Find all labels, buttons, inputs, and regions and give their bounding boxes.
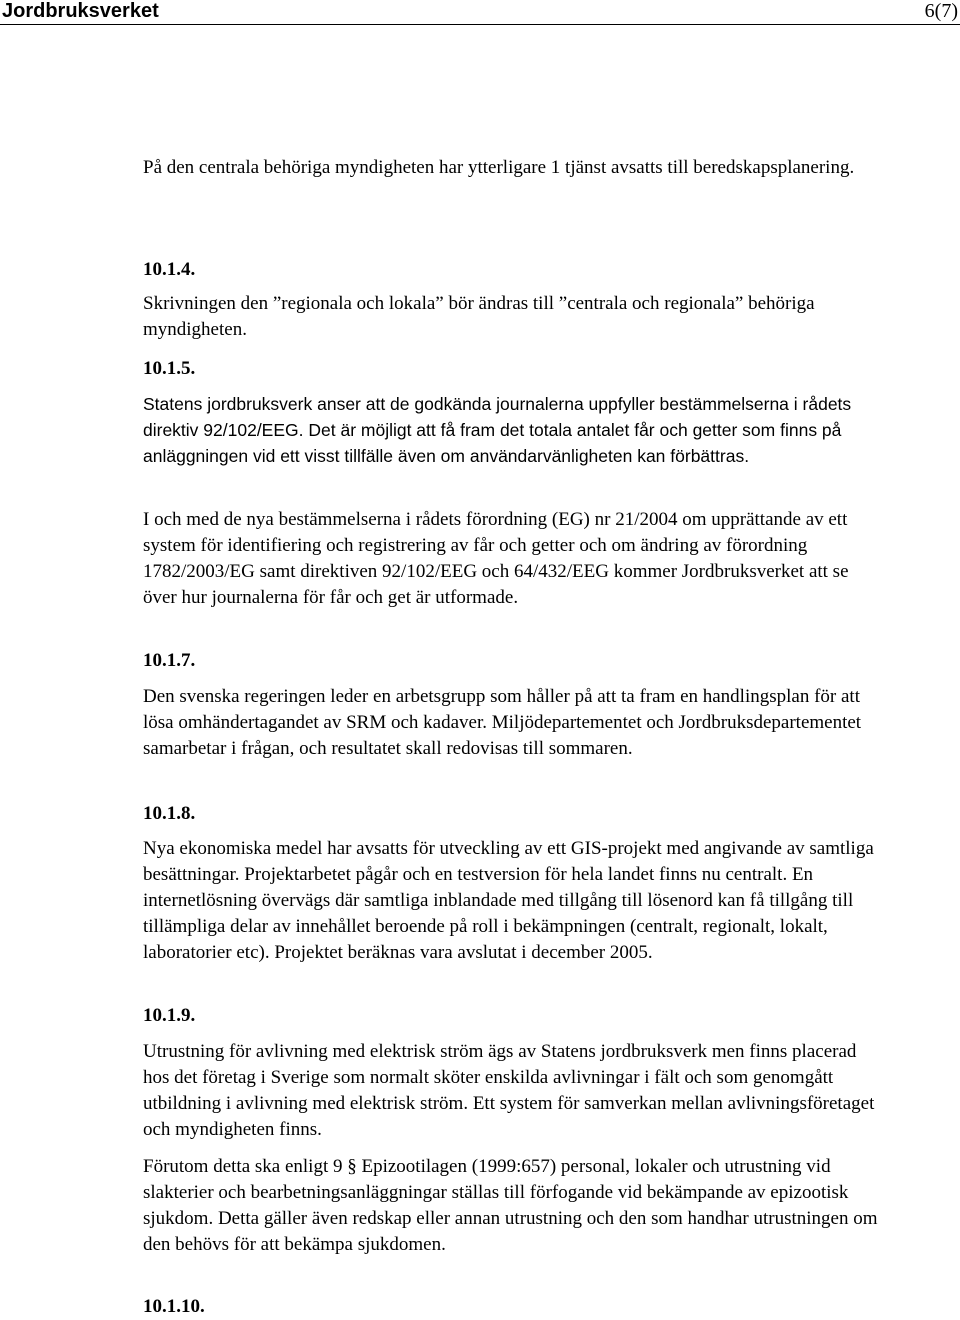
paragraph-avlivning: Utrustning för avlivning med elektrisk ström ägs av Statens jordbruksverk men finns placerad hos det företag i Sverige som normalt sköter enskilda avlivningar i fält och som genomgått utbildning i avlivning med elektrisk ström. Ett system för samverkan mellan avlivningsföretaget och myndigheten finns. <box>143 1041 875 1140</box>
section-heading-10-1-7: 10.1.7. <box>143 650 196 671</box>
document-header-title: Jordbruksverket <box>2 0 159 22</box>
paragraph-beredskap: På den centrala behöriga myndigheten har ytterligare 1 tjänst avsatts till beredskapsplanering. <box>143 157 855 178</box>
section-heading-10-1-9: 10.1.9. <box>143 1005 196 1026</box>
paragraph-gis-projekt: Nya ekonomiska medel har avsatts för utveckling av ett GIS-projekt med angivande av samtliga besättningar. Projektarbetet pågår och en testversion för hela landet finns nu centralt. En internetlösning övervägs där samtliga inblandade med tillgång till lösenord kan få tillgång till tillämpliga delar av innehållet beroende på roll i bekämpningen (centralt, regionalt, lokalt, laboratorier etc). Projektet beräknas vara avslutat i december 2005. <box>143 838 874 963</box>
page-header <box>0 0 960 24</box>
paragraph-bestammelser: I och med de nya bestämmelserna i rådets förordning (EG) nr 21/2004 om upprättande av ett system för identifiering och registrering av får och getter och om ändring av förordning 1782/2003/EG samt direktiven 92/102/EEG och 64/432/EEG kommer Jordbruksverket att se över hur journalerna för får och get är utformade. <box>143 509 849 608</box>
paragraph-skrivningen: Skrivningen den ”regionala och lokala” bör ändras till ”centrala och regionala” behöriga myndigheten. <box>143 293 815 340</box>
section-heading-10-1-4: 10.1.4. <box>143 259 196 280</box>
section-heading-10-1-5: 10.1.5. <box>143 358 196 379</box>
paragraph-epizootilagen: Förutom detta ska enligt 9 § Epizootilagen (1999:657) personal, lokaler och utrustning vid slakterier och bearbetningsanläggningar ställas till förfogande vid bekämpande av epizootisk sjukdom. Detta gäller även redskap eller annan utrustning och den som handhar utrustningen om den behövs för att bekämpa sjukdomen. <box>143 1156 878 1255</box>
header-divider <box>0 24 960 25</box>
paragraph-journaler: Statens jordbruksverk anser att de godkända journalerna uppfyller bestämmelserna i rådets direktiv 92/102/EEG. Det är möjligt att få fram det totala antalet får och getter som finns på anläggningen vid ett visst tillfälle även om användarvänligheten kan förbättras. <box>143 394 852 466</box>
page-number: 6(7) <box>924 0 958 22</box>
section-heading-10-1-10: 10.1.10. <box>143 1296 205 1317</box>
section-heading-10-1-8: 10.1.8. <box>143 803 196 824</box>
paragraph-arbetsgrupp: Den svenska regeringen leder en arbetsgrupp som håller på att ta fram en handlingsplan för att lösa omhändertagandet av SRM och kadaver. Miljödepartementet och Jordbruksdepartementet samarbetar i frågan, och resultatet skall redovisas till sommaren. <box>143 686 862 759</box>
